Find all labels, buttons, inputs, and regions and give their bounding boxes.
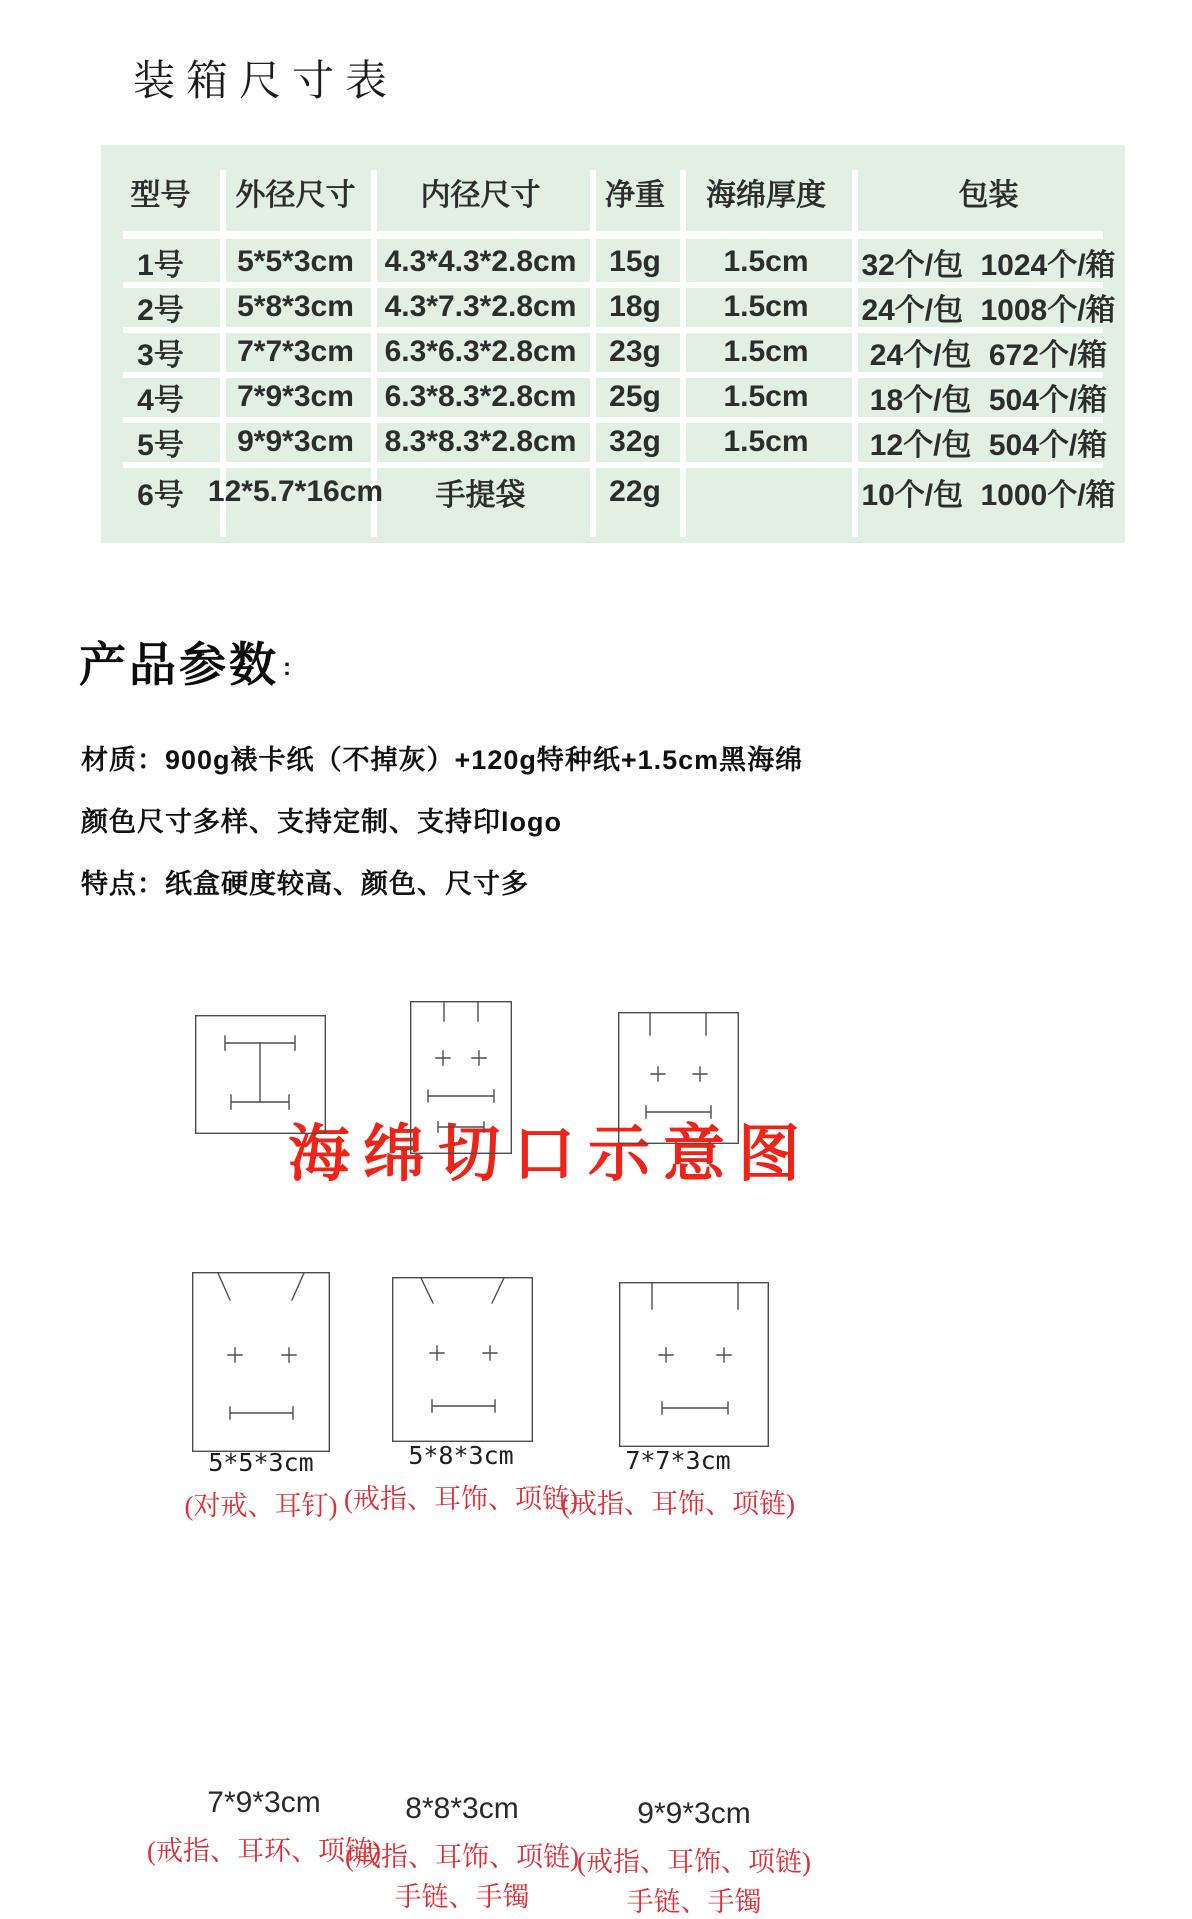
table-cell-weight: 32g [609,424,661,458]
table-cell-packing: 18个/包 504个/箱 [869,383,1108,417]
column-header: 海绵厚度 [706,179,826,212]
diagram-size-label: 5*8*3cm [408,1441,514,1470]
table-cell-inner-size: 6.3*6.3*2.8cm [384,334,577,368]
table-cell-outer-size: 7*7*3cm [237,334,354,368]
table-cell-inner-size: 4.3*7.3*2.8cm [384,289,577,323]
table-cell-weight: 25g [609,379,661,413]
section-title-sponge-diagram: 海绵切口示意图 [288,1120,814,1189]
packing-size-table [101,145,1125,543]
column-header: 型号 [130,179,191,212]
diagram-size-label: 8*8*3cm [405,1792,519,1825]
sponge-cut-sketch-5x8x3 [410,1001,512,1154]
table-cell-packing: 12个/包 504个/箱 [869,428,1108,462]
sponge-cut-sketch-8x8x3 [392,1277,533,1442]
table-cell-sponge [680,464,852,520]
table-cell-model: 6号 [137,479,184,512]
diagram-size-label: 9*9*3cm [637,1797,751,1830]
column-header: 包装 [958,179,1019,212]
sponge-cut-sketch-5x5x3 [195,1015,326,1134]
table-cell-inner-size: 4.3*4.3*2.8cm [384,244,577,278]
table-cell-packing: 32个/包 1024个/箱 [861,248,1116,282]
table-cell-sponge: 1.5cm [723,244,809,278]
table-cell-model: 5号 [137,428,184,462]
table-cell-model: 4号 [137,383,184,417]
product-params-text: 产品参数 [79,638,279,691]
table-cell-model: 3号 [137,338,184,372]
table-cell-weight: 22g [609,475,661,508]
section-title-product-params [79,628,294,695]
column-header: 净重 [605,179,665,212]
diagram-size-label: 7*7*3cm [625,1446,731,1475]
diagram-use-label: (戒指、耳饰、项链) [577,1847,811,1877]
param-line-color: 颜色尺寸多样、支持定制、支持印logo [81,807,562,837]
table-cell-packing: 24个/包 1008个/箱 [861,293,1116,327]
diagram-size-label: 7*9*3cm [207,1786,321,1819]
table-cell-packing: 24个/包 672个/箱 [869,338,1108,372]
column-header: 外径尺寸 [235,179,356,212]
table-cell-outer-size: 5*5*3cm [237,244,354,278]
diagram-use-label: (戒指、耳饰、项链) [344,1484,578,1514]
table-cell-model: 2号 [137,293,184,327]
table-cell-sponge: 1.5cm [723,379,809,413]
param-line-material: 材质：900g裱卡纸（不掉灰）+120g特种纸+1.5cm黑海绵 [81,745,804,775]
table-cell-packing: 10个/包 1000个/箱 [861,479,1116,512]
sponge-cut-sketch-7x7x3 [618,1012,739,1144]
table-cell-sponge: 1.5cm [723,289,809,323]
diagram-extra-label: 手链、手镯 [394,1882,530,1912]
column-header: 内径尺寸 [420,179,541,212]
sponge-cut-sketch-7x9x3 [192,1272,330,1452]
table-cell-weight: 18g [609,289,661,323]
diagram-use-label: (戒指、耳环、项链) [147,1836,381,1866]
table-cell-outer-size: 5*8*3cm [237,289,354,323]
table-cell-outer-size: 9*9*3cm [237,424,354,458]
diagram-size-label: 5*5*3cm [208,1448,314,1477]
table-cell-weight: 15g [609,244,661,278]
sponge-cut-sketch-9x9x3 [619,1282,769,1447]
product-params-colon: : [283,654,294,681]
page-title: 装箱尺寸表 [133,56,399,105]
table-cell-inner-size: 8.3*8.3*2.8cm [384,424,577,458]
table-cell-outer-size: 12*5.7*16cm [207,475,384,508]
table-cell-sponge: 1.5cm [723,424,809,458]
diagram-use-label: (戒指、耳饰、项链) [345,1842,579,1872]
table-cell-model: 1号 [137,248,184,282]
table-grid [101,145,1125,543]
diagram-use-label: (戒指、耳饰、项链) [561,1489,795,1519]
table-cell-inner-size: 6.3*8.3*2.8cm [384,379,577,413]
table-cell-inner-size: 手提袋 [435,479,526,512]
table-cell-outer-size: 7*9*3cm [237,379,354,413]
diagram-extra-label: 手链、手镯 [626,1887,762,1917]
table-cell-weight: 23g [609,334,661,368]
table-cell-sponge: 1.5cm [723,334,809,368]
param-line-feature: 特点：纸盒硬度较高、颜色、尺寸多 [81,869,529,899]
diagram-use-label: (对戒、耳钉) [184,1491,338,1521]
